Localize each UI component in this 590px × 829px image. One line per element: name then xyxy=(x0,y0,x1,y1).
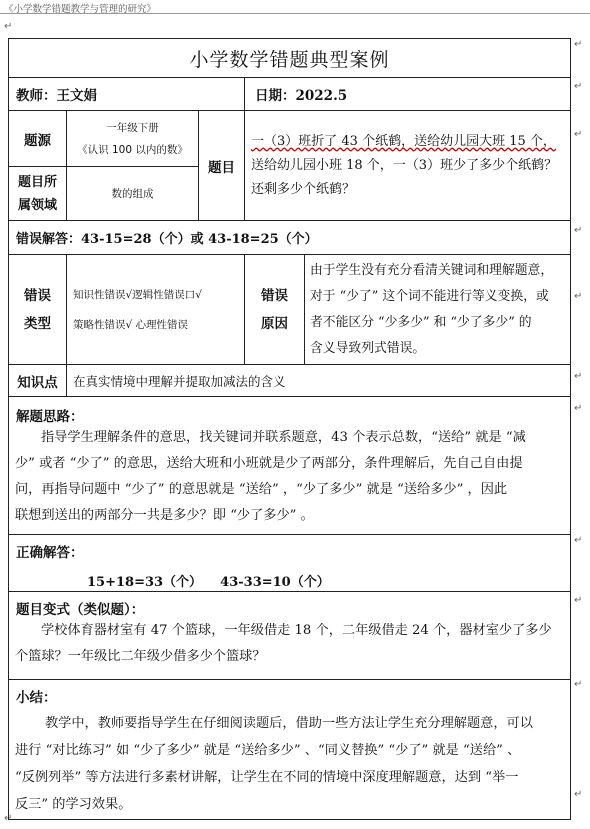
cell-mark-icon: ↵ xyxy=(574,595,583,606)
error-cause-label: 错误 原因 xyxy=(245,255,305,365)
summary-line-4: 反三” 的学习效果。 xyxy=(15,797,132,812)
cell-mark-icon: ↵ xyxy=(4,21,13,32)
approach-line-4: 联想到送出的两部分一共是多少？即 “少了多少” 。 xyxy=(15,508,314,523)
cell-mark-icon: ↵ xyxy=(4,813,13,824)
knowledge-text: 在真实情境中理解并提取加减法的含义 xyxy=(67,365,571,397)
wrong-answer-cell xyxy=(9,221,571,255)
correct-text: 15+18=33（个） 43-33=10（个） xyxy=(87,575,330,590)
cell-mark-icon: ↵ xyxy=(574,225,583,236)
summary-line-2: 进行 “对比练习” 如 “少了多少” 就是 “送给多少” 、“同义替换” “少了” 就是 “送给” 、 xyxy=(15,743,521,758)
case-table xyxy=(8,38,571,820)
teacher-name: 王文娟 xyxy=(56,88,97,104)
cell-mark-icon: ↵ xyxy=(574,81,583,92)
source-grade: 一年级下册 xyxy=(106,121,159,134)
cell-mark-icon: ↵ xyxy=(574,679,583,690)
cell-mark-icon: ↵ xyxy=(574,535,583,546)
summary-line-3: “反例列举” 等方法进行多素材讲解，让学生在不同的情境中深度理解题意，达到 “举一 xyxy=(15,770,519,785)
question-label: 题目 xyxy=(199,111,245,221)
error-cause-text xyxy=(305,255,571,365)
header-divider xyxy=(0,13,590,14)
knowledge-label: 知识点 xyxy=(9,365,67,397)
summary-line-1: 教学中，教师要指导学生在仔细阅读题后，借助一些方法让学生充分理解题意，可以 xyxy=(45,716,533,731)
error-type-value xyxy=(67,255,245,365)
cell-mark-icon: ↵ xyxy=(574,789,583,800)
approach-text xyxy=(9,425,570,529)
question-line-3: 还剩多少个纸鹤？ xyxy=(251,181,356,197)
domain-label: 题目所 属领域 xyxy=(9,167,67,221)
error-type-label: 错误 类型 xyxy=(9,255,67,365)
cell-mark-icon: ↵ xyxy=(574,403,583,414)
summary-label: 小结： xyxy=(16,690,57,706)
approach-line-3: 问，再指导问题中 “少了” 的意思就是 “送给” ，“少了多少” 就是 “送给多少” ，因此 xyxy=(15,482,508,497)
cell-mark-icon: ↵ xyxy=(574,291,583,302)
summary-cell xyxy=(9,680,571,820)
page-title: 小学数学错题典型案例 xyxy=(9,39,571,78)
approach-label: 解题思路： xyxy=(16,409,84,425)
date-label: 日期： xyxy=(255,88,296,104)
variant-line-2: 个篮球？一年级比二年级少借多少个篮球？ xyxy=(15,649,266,664)
running-header: 《小学数学错题教学与管理的研究》 xyxy=(4,4,157,15)
variant-label: 题目变式（类似题）： xyxy=(16,602,145,618)
date-cell xyxy=(245,78,571,111)
question-line-1: 一（3）班折了 43 个纸鹤，送给幼儿园大班 15 个， xyxy=(251,133,556,149)
wrong-answer-label: 错误解答： xyxy=(16,232,82,247)
approach-line-1: 指导学生理解条件的意思，找关键词并联系题意，43 个表示总数，“送给” 就是 “减 xyxy=(41,430,526,445)
domain-value: 数的组成 xyxy=(67,167,199,221)
approach-cell xyxy=(9,397,571,535)
cell-mark-icon: ↵ xyxy=(574,39,583,50)
error-cause-line-4: 含义导致列式错误。 xyxy=(310,340,426,356)
variant-cell xyxy=(9,592,571,680)
teacher-cell xyxy=(9,78,245,111)
source-value xyxy=(67,111,199,167)
error-cause-line-2: 对于 “少了” 这个词不能进行等义变换，或 xyxy=(310,288,549,304)
approach-line-2: 少” 或者 “少了” 的意思，送给大班和小班就是少了两部分，条件理解后，先自己自由提 xyxy=(15,456,523,471)
question-text xyxy=(245,111,571,221)
correct-label: 正确解答： xyxy=(16,545,84,561)
correct-cell xyxy=(9,535,571,592)
variant-text xyxy=(9,618,570,670)
date-value: 2022.5 xyxy=(295,88,348,104)
error-type-line-1: 知识性错误√逻辑性错误口√ xyxy=(73,288,202,301)
cell-mark-icon: ↵ xyxy=(574,129,583,140)
wrong-answer-text: 43-15=28（个）或 43-18=25（个） xyxy=(81,232,318,247)
source-label: 题源 xyxy=(9,111,67,167)
teacher-label: 教师： xyxy=(16,88,57,104)
variant-line-1: 学校体育器材室有 47 个篮球，一年级借走 18 个，二年级借走 24 个，器材室少了多少 xyxy=(41,623,552,638)
source-unit: 《认识 100 以内的数》 xyxy=(77,143,188,156)
summary-text xyxy=(9,710,570,818)
error-cause-line-1: 由于学生没有充分看清关键词和理解题意， xyxy=(310,262,554,278)
question-line-2: 送给幼儿园小班 18 个，一（3）班少了多少个纸鹤？ xyxy=(251,157,558,173)
error-cause-line-3: 者不能区分 “少多少” 和 “少了多少” 的 xyxy=(310,314,532,330)
cell-mark-icon: ↵ xyxy=(574,371,583,382)
error-type-line-2: 策略性错误√ 心理性错误 xyxy=(73,318,189,331)
